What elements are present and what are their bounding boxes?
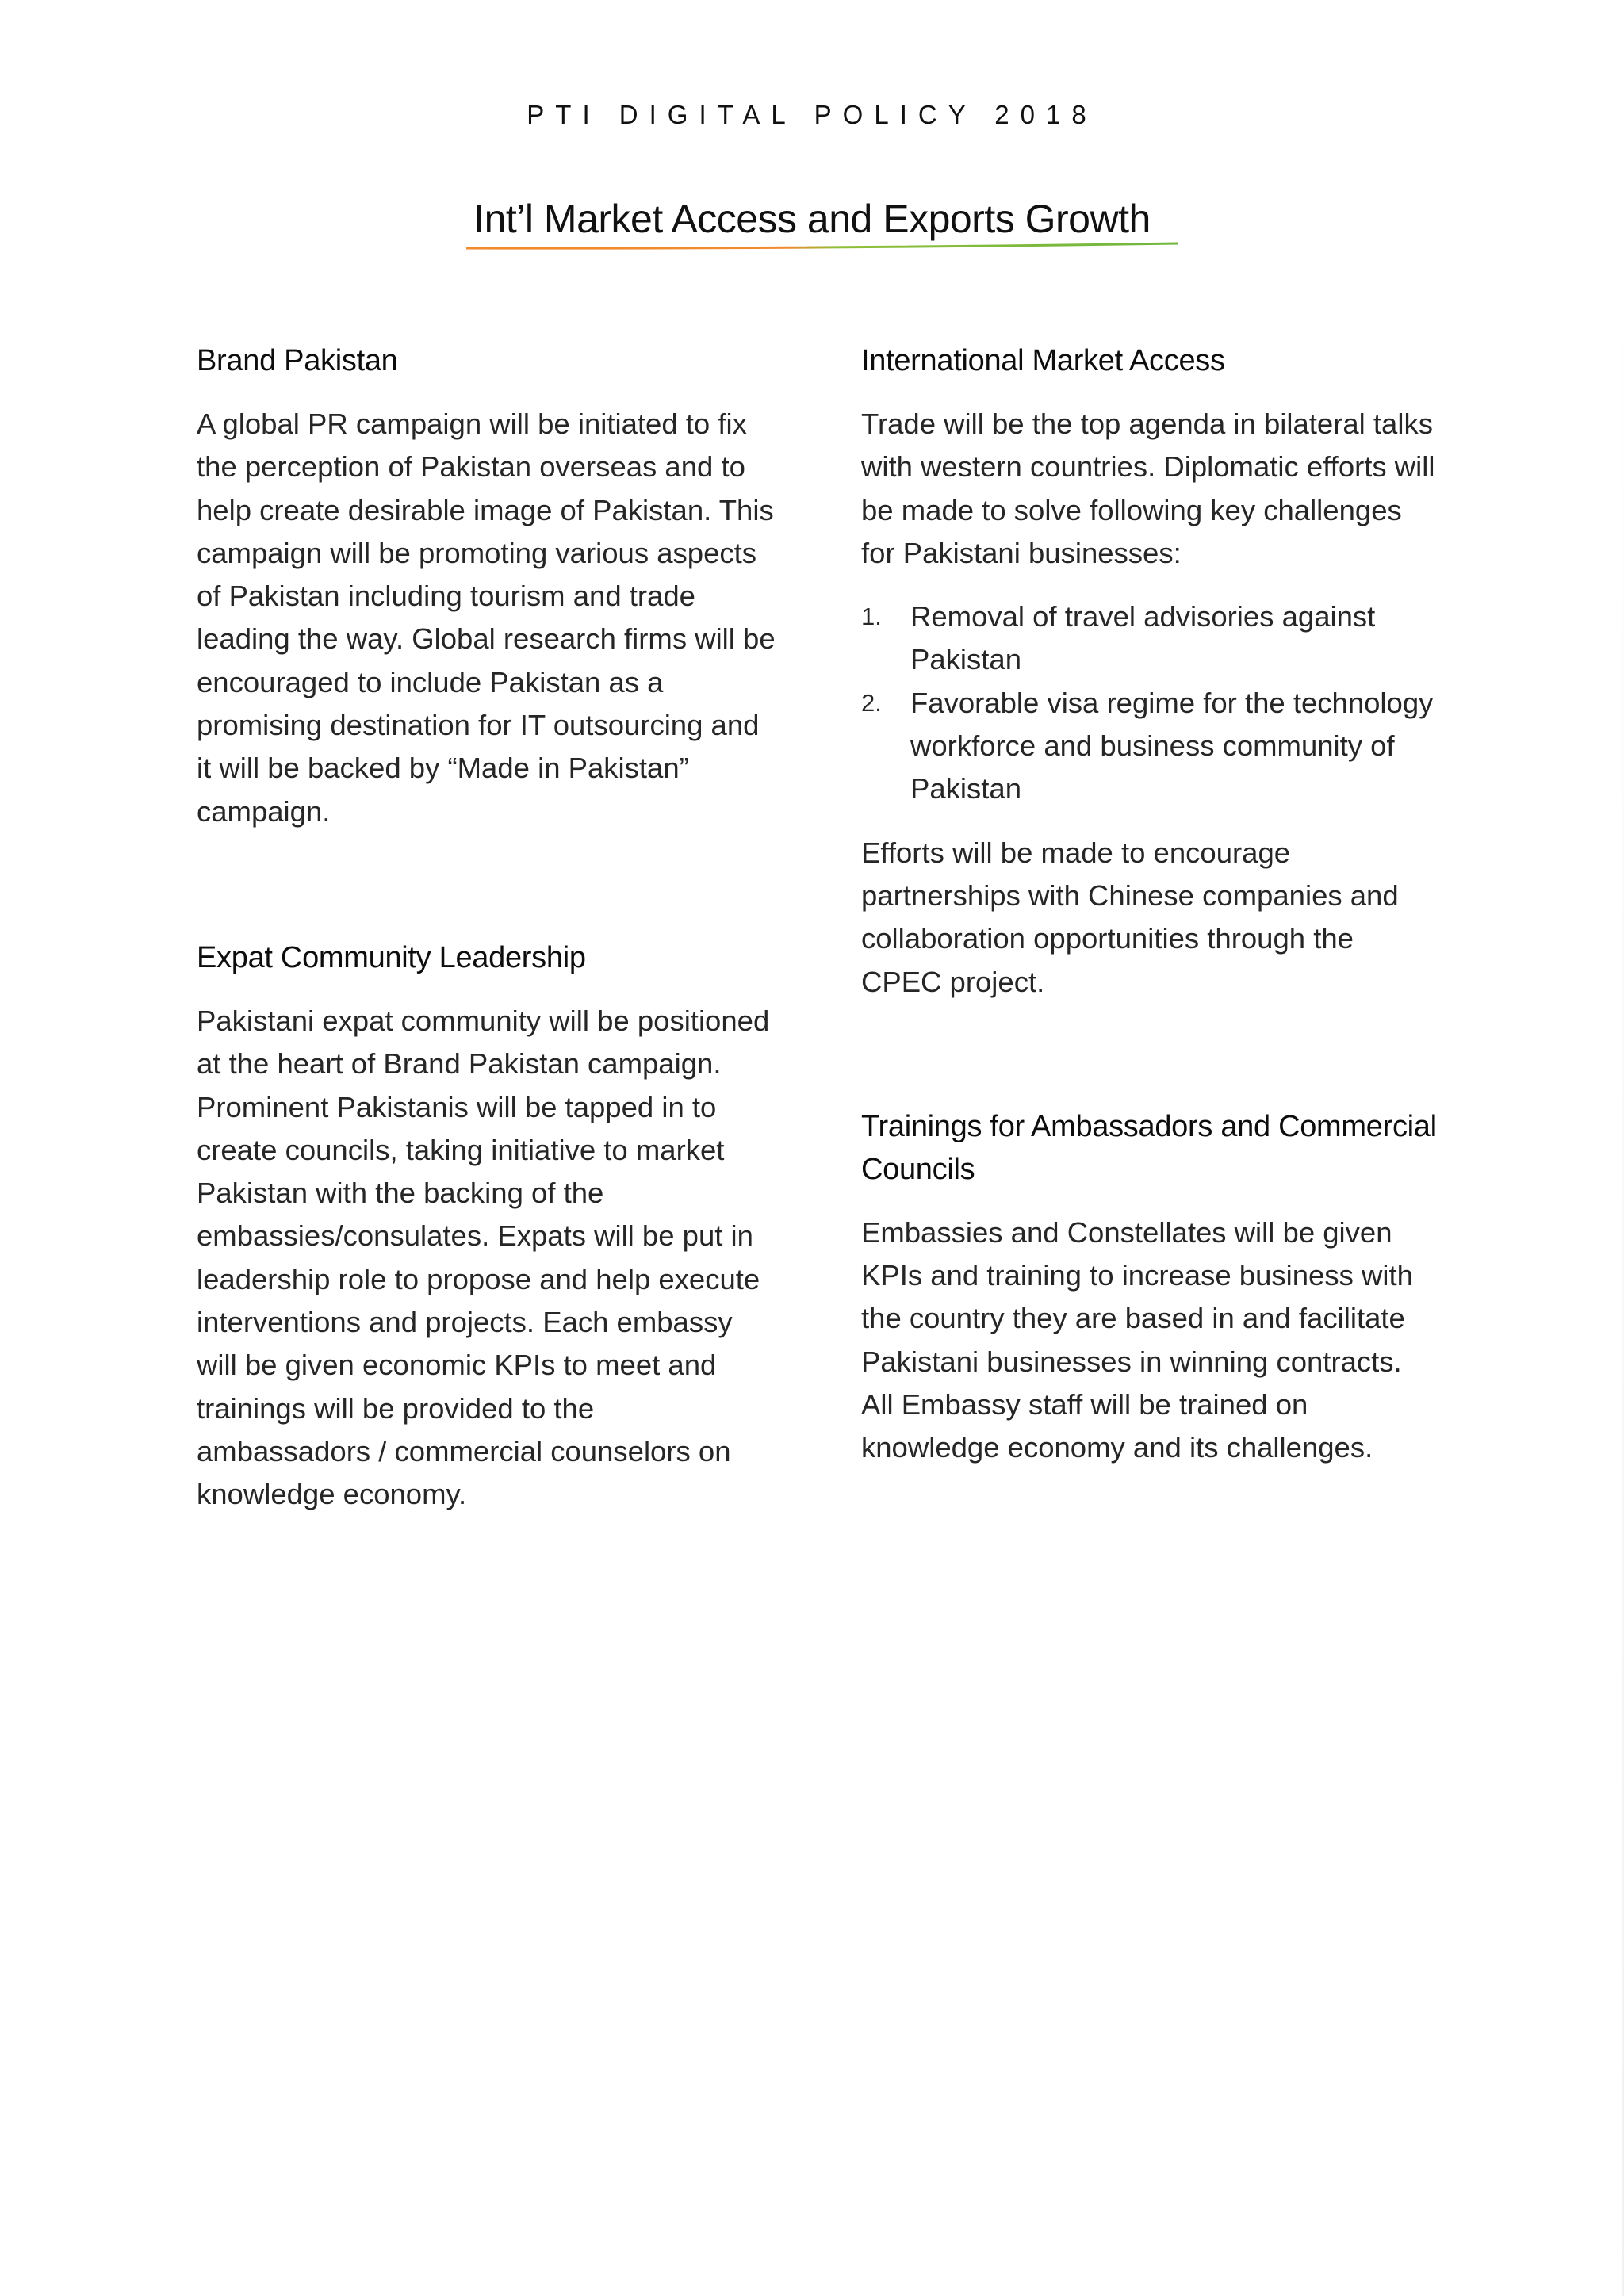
title-underline [466, 241, 1178, 251]
section-outro: Efforts will be made to encourage partnerships with Chinese companies and collaboration opportunities through the CPEC project. [861, 836, 1399, 998]
section-intro: Trade will be the top agenda in bilateral talks with western countries. Diplomatic efforts will be made to solve following key challenges for Pakistani businesses: [861, 408, 1435, 569]
challenges-list [861, 595, 1440, 810]
section-body: A global PR campaign will be initiated to fix the perception of Pakistan overseas and to help create desirable image of Pakistan. This campaign will be promoting various aspects of Pakistan including tourism and trade leading the way. Global research firms will be encouraged to include Pakistan as a promising destination for IT outsourcing and it will be backed by “Made in Pakistan” campaign. [197, 408, 776, 828]
list-number: 1. [861, 603, 882, 631]
section-brand-pakistan [197, 339, 776, 833]
title-container [0, 196, 1624, 242]
list-item [861, 595, 1440, 682]
section-heading: Trainings for Ambassadors and Commercial Councils [861, 1109, 1437, 1186]
section-heading: International Market Access [861, 344, 1225, 377]
section-international-market-access [861, 339, 1440, 1004]
list-number: 2. [861, 688, 882, 717]
list-text: Removal of travel advisories against Pakistan [910, 600, 1376, 676]
section-heading: Brand Pakistan [197, 344, 398, 377]
left-column [197, 339, 776, 1517]
page-title: Int’l Market Access and Exports Growth [473, 197, 1151, 241]
list-item [861, 682, 1440, 811]
right-column [861, 339, 1440, 1470]
running-header: PTI DIGITAL POLICY 2018 [527, 100, 1097, 129]
section-trainings [861, 1105, 1440, 1470]
section-expat-community [197, 936, 776, 1517]
section-heading: Expat Community Leadership [197, 940, 586, 974]
section-body: Pakistani expat community will be positioned at the heart of Brand Pakistan campaign. Prominent Pakistanis will be tapped in to create councils, taking initiative to market Pakistan with the backing of the embassies/consulates. Expats will be put in leadership role to propose and help execute interventions and projects. Each embassy will be given economic KPIs to meet and trainings will be provided to the ambassadors / commercial counselors on knowledge economy. [197, 1004, 770, 1511]
list-text: Favorable visa regime for the technology workforce and business community of Pakistan [910, 686, 1434, 806]
section-body: Embassies and Constellates will be given KPIs and training to increase business with the country they are based in and facilitate Pakistani businesses in winning contracts. All Embassy staff will be trained on knowledge economy and its challenges. [861, 1215, 1413, 1464]
